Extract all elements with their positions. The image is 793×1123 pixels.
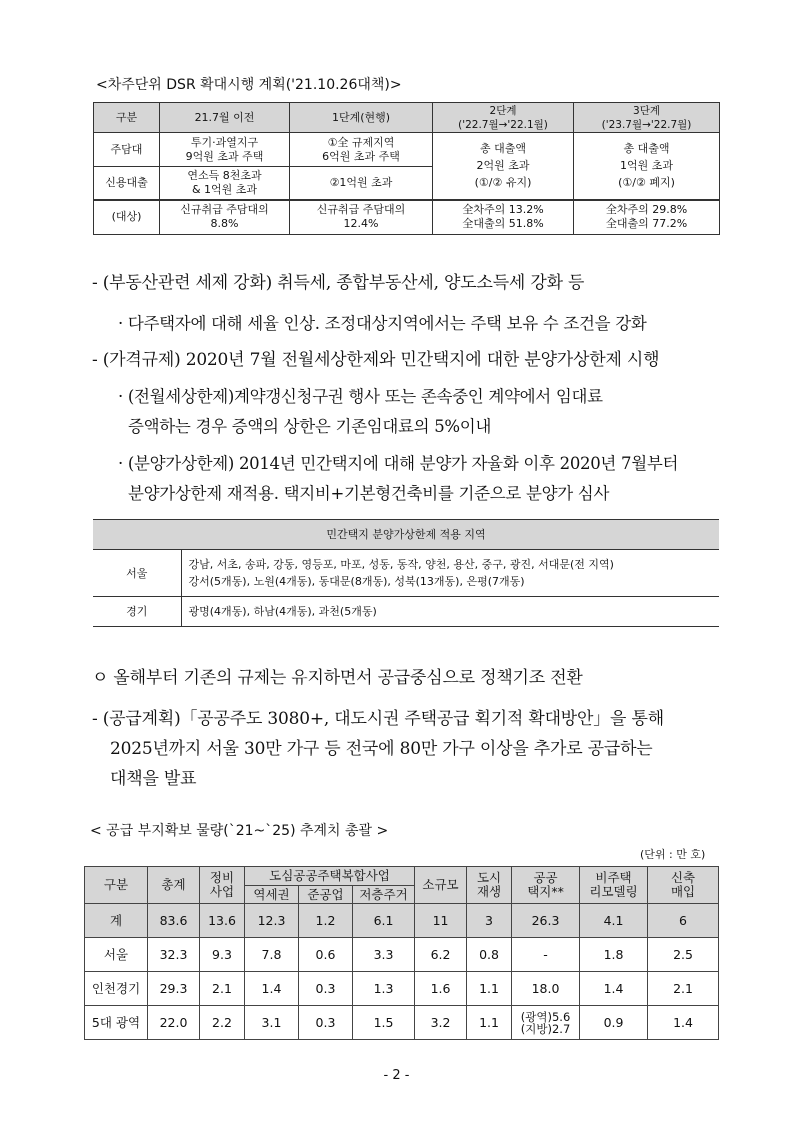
supply-cell: 26.3 bbox=[512, 904, 580, 938]
supply-header-bijutaek: 비주택 리모델링 bbox=[580, 867, 648, 904]
supply-cell: 1.8 bbox=[580, 938, 648, 972]
supply-header-gubun: 구분 bbox=[85, 867, 148, 904]
dsr-header-stage1: 1단계(현행) bbox=[290, 103, 433, 133]
dsr-stage2-merged: 총 대출액 2억원 초과 (①/② 유지) bbox=[433, 133, 574, 200]
supply-subheader: 저층주거 bbox=[353, 886, 415, 904]
supply-table bbox=[84, 866, 719, 1040]
supply-cell: 6.2 bbox=[415, 938, 467, 972]
supply-cell: 3 bbox=[467, 904, 512, 938]
sub-bullet-rent-2: 증액하는 경우 증액의 상한은 기존임대료의 5%이내 bbox=[128, 417, 492, 436]
supply-header-jeongbi: 정비 사업 bbox=[200, 867, 245, 904]
supply-cell: 6 bbox=[648, 904, 719, 938]
supply-cell: 29.3 bbox=[148, 972, 200, 1006]
supply-row-label: 계 bbox=[85, 904, 148, 938]
supply-cell: 32.3 bbox=[148, 938, 200, 972]
supply-cell: 0.6 bbox=[299, 938, 353, 972]
supply-cell: 18.0 bbox=[512, 972, 580, 1006]
supply-cell: 1.1 bbox=[467, 972, 512, 1006]
supply-cell: 0.3 bbox=[299, 1006, 353, 1040]
supply-cell: 2.1 bbox=[200, 972, 245, 1006]
supply-cell: 6.1 bbox=[353, 904, 415, 938]
sub-bullet-tax: · 다주택자에 대해 세율 인상. 조정대상지역에서는 주택 보유 수 조건을 강화 bbox=[118, 314, 647, 333]
unit-note: (단위 : 만 호) bbox=[640, 848, 706, 861]
supply-cell: 0.8 bbox=[467, 938, 512, 972]
supply-subheader: 준공업 bbox=[299, 886, 353, 904]
area-table-title: 민간택지 분양가상한제 적용 지역 bbox=[93, 520, 719, 550]
area-seoul-cell bbox=[181, 550, 719, 597]
dsr-cell: 全차주의 13.2% 全대출의 51.8% bbox=[433, 200, 574, 235]
dsr-cell: 투기·과열지구 9억원 초과 주택 bbox=[160, 133, 290, 167]
dsr-header-stage3: 3단계 ('23.7월→'22.7월) bbox=[574, 103, 720, 133]
sub-bullet-cap-2: 분양가상한제 재적용. 택지비+기본형건축비를 기준으로 분양가 심사 bbox=[128, 484, 610, 503]
supply-cell: 9.3 bbox=[200, 938, 245, 972]
supply-cell: 83.6 bbox=[148, 904, 200, 938]
supply-row bbox=[85, 938, 719, 972]
dsr-header-before: 21.7월 이전 bbox=[160, 103, 290, 133]
supply-cell: 2.2 bbox=[200, 1006, 245, 1040]
supply-cell: 11 bbox=[415, 904, 467, 938]
supply-cell: 0.9 bbox=[580, 1006, 648, 1040]
supply-row-label: 서울 bbox=[85, 938, 148, 972]
supply-header-gonggong: 공공 택지** bbox=[512, 867, 580, 904]
area-gyeonggi-text: 광명(4개동), 하남(4개동), 과천(5개동) bbox=[181, 597, 719, 627]
bullet-tax: - (부동산관련 세제 강화) 취득세, 종합부동산세, 양도소득세 강화 등 bbox=[92, 273, 585, 293]
dsr-row-label: 신용대출 bbox=[94, 167, 160, 200]
supply-header-dosim: 도심공공주택복합사업 bbox=[245, 867, 415, 886]
dsr-header-gubun: 구분 bbox=[94, 103, 160, 133]
supply-cell: 0.3 bbox=[299, 972, 353, 1006]
supply-cell: 1.3 bbox=[353, 972, 415, 1006]
area-seoul-line2: 강서(5개동), 노원(4개동), 동대문(8개동), 성북(13개동), 은평(7개동) bbox=[188, 575, 525, 588]
dsr-cell: ①全 규제지역 6억원 초과 주택 bbox=[290, 133, 433, 167]
supply-cell: 1.4 bbox=[245, 972, 299, 1006]
dsr-cell: 연소득 8천초과 & 1억원 초과 bbox=[160, 167, 290, 200]
supply-header-dosi: 도시 재생 bbox=[467, 867, 512, 904]
supply-cell: 1.2 bbox=[299, 904, 353, 938]
dsr-cell: ②1억원 초과 bbox=[290, 167, 433, 200]
supply-row bbox=[85, 904, 719, 938]
price-cap-area-table bbox=[93, 519, 719, 627]
supply-cell: 3.2 bbox=[415, 1006, 467, 1040]
supply-caption: < 공급 부지확보 물량(`21~`25) 추계치 총괄 > bbox=[90, 823, 389, 839]
supply-cell: 1.6 bbox=[415, 972, 467, 1006]
circle-bullet-policy: ㅇ 올해부터 기존의 규제는 유지하면서 공급중심으로 정책기조 전환 bbox=[92, 668, 583, 688]
supply-cell: 2.1 bbox=[648, 972, 719, 1006]
dsr-caption: <차주단위 DSR 확대시행 계획('21.10.26대책)> bbox=[96, 77, 402, 93]
dsr-row-label: (대상) bbox=[94, 200, 160, 235]
supply-table-body bbox=[85, 904, 719, 1040]
supply-cell: 7.8 bbox=[245, 938, 299, 972]
supply-cell: (광역)5.6 (지방)2.7 bbox=[512, 1006, 580, 1040]
dsr-stage3-merged: 총 대출액 1억원 초과 (①/② 폐지) bbox=[574, 133, 720, 200]
para-supply-3: 대책을 발표 bbox=[110, 769, 197, 789]
supply-cell: 12.3 bbox=[245, 904, 299, 938]
supply-row bbox=[85, 972, 719, 1006]
supply-cell: 4.1 bbox=[580, 904, 648, 938]
page-number: - 2 - bbox=[383, 1068, 410, 1083]
dsr-cell: 全차주의 29.8% 全대출의 77.2% bbox=[574, 200, 720, 235]
dsr-cell: 신규취급 주담대의 12.4% bbox=[290, 200, 433, 235]
supply-cell: - bbox=[512, 938, 580, 972]
dsr-row-label: 주담대 bbox=[94, 133, 160, 167]
para-supply-2: 2025년까지 서울 30만 가구 등 전국에 80만 가구 이상을 추가로 공급하는 bbox=[110, 739, 653, 759]
supply-cell: 2.5 bbox=[648, 938, 719, 972]
supply-row bbox=[85, 1006, 719, 1040]
supply-cell: 22.0 bbox=[148, 1006, 200, 1040]
supply-header-sinchuk: 신축 매입 bbox=[648, 867, 719, 904]
sub-bullet-cap-1: · (분양가상한제) 2014년 민간택지에 대해 분양가 자율화 이후 2020년 7월부터 bbox=[118, 454, 679, 473]
area-seoul-label: 서울 bbox=[93, 550, 181, 597]
supply-row-label: 인천경기 bbox=[85, 972, 148, 1006]
area-gyeonggi-label: 경기 bbox=[93, 597, 181, 627]
supply-header-sogyumo: 소규모 bbox=[415, 867, 467, 904]
supply-cell: 3.1 bbox=[245, 1006, 299, 1040]
dsr-cell: 신규취급 주담대의 8.8% bbox=[160, 200, 290, 235]
supply-subheader: 역세권 bbox=[245, 886, 299, 904]
supply-cell: 13.6 bbox=[200, 904, 245, 938]
para-supply-1: - (공급계획)「공공주도 3080+, 대도시권 주택공급 획기적 확대방안」을 통해 bbox=[92, 709, 664, 729]
supply-cell: 1.1 bbox=[467, 1006, 512, 1040]
supply-cell: 3.3 bbox=[353, 938, 415, 972]
dsr-header-stage2: 2단계 ('22.7월→'22.1월) bbox=[433, 103, 574, 133]
sub-bullet-rent-1: · (전월세상한제)계약갱신청구권 행사 또는 존속중인 계약에서 임대료 bbox=[118, 387, 603, 406]
bullet-price-reg: - (가격규제) 2020년 7월 전월세상한제와 민간택지에 대한 분양가상한제 시행 bbox=[92, 350, 660, 370]
dsr-plan-table bbox=[93, 102, 720, 235]
supply-cell: 1.4 bbox=[580, 972, 648, 1006]
supply-cell: 1.4 bbox=[648, 1006, 719, 1040]
area-seoul-line1: 강남, 서초, 송파, 강동, 영등포, 마포, 성동, 동작, 양천, 용산, 중구, 광진, 서대문(전 지역) bbox=[188, 558, 614, 571]
supply-cell: 1.5 bbox=[353, 1006, 415, 1040]
supply-row-label: 5대 광역 bbox=[85, 1006, 148, 1040]
supply-header-total: 총계 bbox=[148, 867, 200, 904]
